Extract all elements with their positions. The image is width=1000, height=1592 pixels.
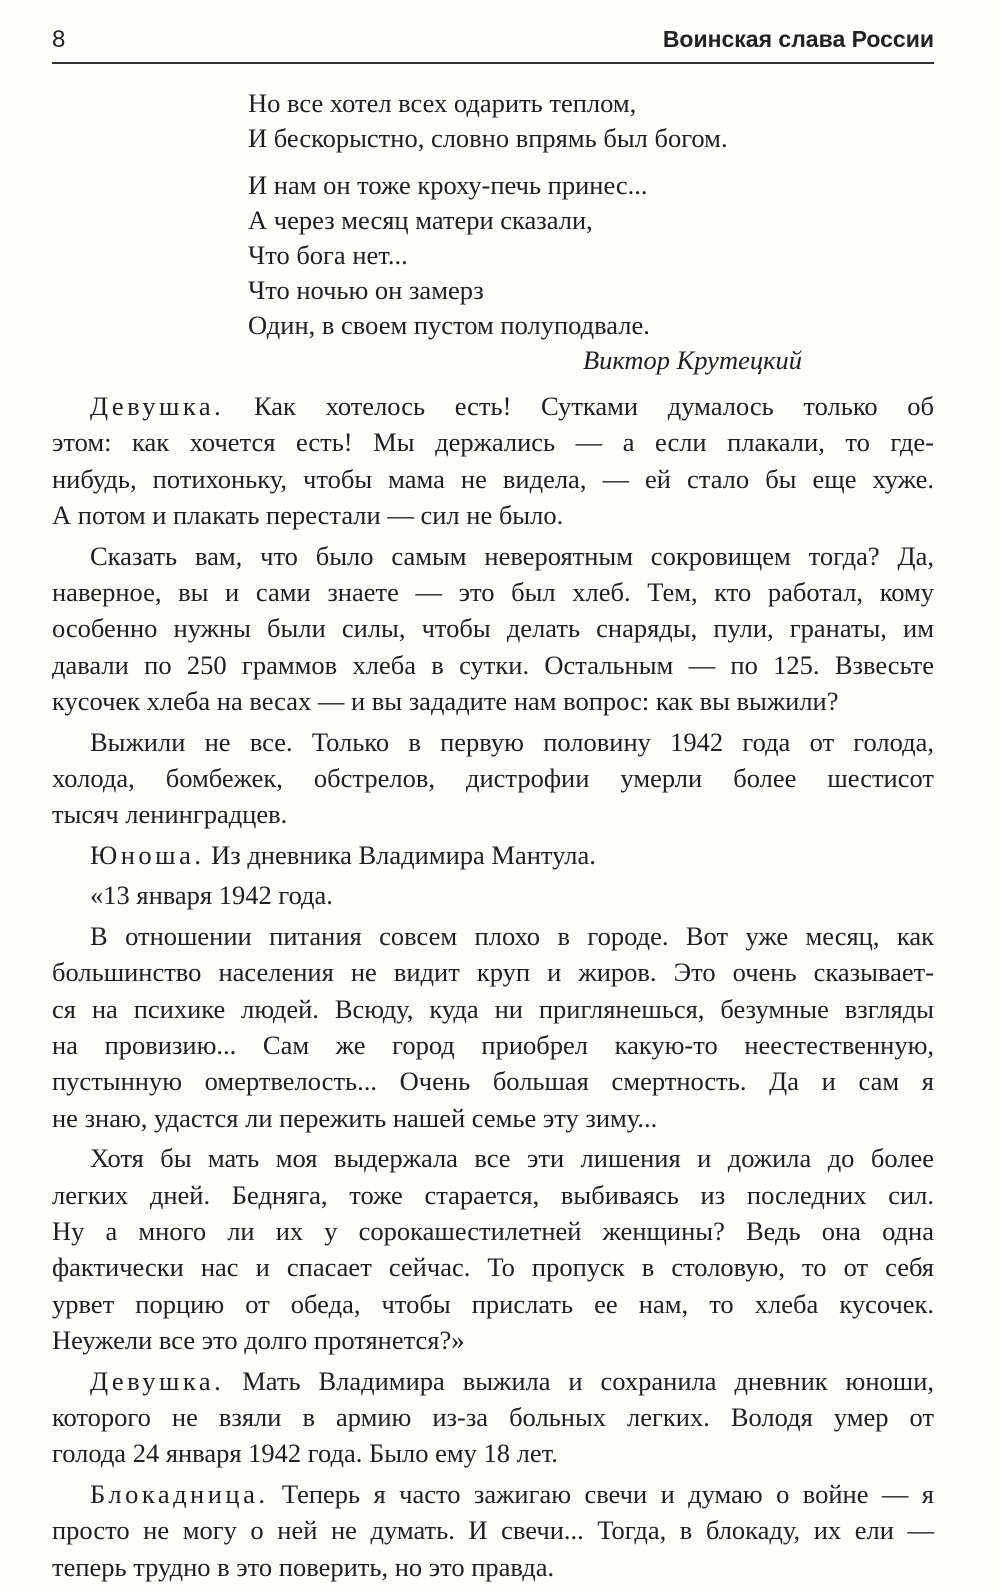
text-line [52,1213,934,1249]
text-line [52,574,934,610]
text-line [52,1399,934,1435]
paragraph [52,1476,934,1585]
line-text: наверное, вы и сами знаете — это был хлеб. Тем, кто работал, кому [52,577,934,608]
paragraph [52,837,934,873]
text-line [52,1027,934,1063]
poem-line: И бескорыстно, словно впрямь был богом. [248,123,728,153]
page-number: 8 [52,26,66,53]
text-line [52,461,934,497]
line-text: нибудь, потихоньку, чтобы мама не видела, — ей стало бы еще хуже. [52,463,934,494]
text-line [52,1549,934,1585]
line-text: Сказать вам, что было самым невероятным сокровищем тогда? Да, [90,540,934,571]
line-text: тысяч ленинградцев. [52,799,288,830]
line-text: этом: как хочется есть! Мы держались — а если плакали, то где- [52,427,934,458]
text-line [52,1286,934,1322]
paragraph [52,1363,934,1472]
line-text: давали по 250 граммов хлеба в сутки. Остальным — по 125. Взвесьте [52,649,934,680]
text-line [52,1063,934,1099]
line-text: пустынную омертвелость... Очень большая смертность. Да и сам я [52,1066,934,1097]
text-line [52,760,934,796]
text-line [52,837,934,873]
poem-line: Что бога нет... [248,240,408,270]
poem-line: А через месяц матери сказали, [248,205,593,235]
text-line [52,1140,934,1176]
poem-stanza [248,86,848,156]
line-text: просто не могу о ней не думать. И свечи... Тогда, в блокаду, их ели — [52,1515,934,1546]
line-text: урвет порцию от обеда, чтобы прислать ее нам, то хлеба кусочек. [52,1288,934,1319]
line-text: особенно нужны были силы, чтобы делать снаряды, пули, гранаты, им [52,613,934,644]
speaker-name: Девушка. [90,391,225,421]
line-text: фактически нас и спасает сейчас. То пропуск в столовую, то от себя [52,1252,934,1283]
line-text: Как хотелось есть! Сутками думалось только об [224,391,934,421]
line-text: Из дневника Владимира Мантула. [204,839,596,870]
prose-body [52,388,934,1589]
text-line [52,1435,934,1471]
text-line [52,1476,934,1512]
line-text: Неужели все это долго протянется?» [52,1325,465,1356]
speaker-name: Юноша. [90,839,205,870]
poem-line: И нам он тоже кроху-печь принес... [248,170,648,200]
line-text: В отношении питания совсем плохо в городе. Вот уже месяц, как [90,920,934,951]
line-text: холода, бомбежек, обстрелов, дистрофии умерли более шестисот [52,763,934,794]
line-text: Ну а много ли их у сорокашестилетней женщины? Ведь она одна [52,1215,934,1246]
text-line [52,918,934,954]
line-text: ся на психике людей. Всюду, куда ни приглянешься, безумные взгляды [52,993,934,1024]
line-text: Теперь я часто зажигаю свечи и думаю о войне — я [268,1478,934,1509]
text-line [52,538,934,574]
line-text: А потом и плакать перестали — сил не было. [52,500,564,531]
text-line [52,1322,934,1358]
poem-line: Что ночью он замерз [248,275,484,305]
speaker-name: Девушка. [90,1365,225,1396]
text-line [52,724,934,760]
text-line [52,1177,934,1213]
line-text: легких дней. Бедняга, тоже старается, выбиваясь из последних сил. [52,1179,934,1210]
text-line [52,683,934,719]
line-text: Выжили не все. Только в первую половину 1942 года от голода, [90,726,934,757]
poem-stanza [248,168,848,378]
text-line [52,1249,934,1285]
line-text: голода 24 января 1942 года. Было ему 18 лет. [52,1438,558,1469]
speaker-name: Блокадница. [90,1478,269,1509]
poem-line: Но все хотел всех одарить теплом, [248,88,637,118]
text-line [52,610,934,646]
line-text: на провизию... Сам же город приобрел какую-то неестественную, [52,1029,934,1060]
text-line [52,1363,934,1399]
text-line [52,954,934,990]
text-line [52,877,934,913]
text-line [52,796,934,832]
paragraph [52,538,934,720]
line-text: Хотя бы мать моя выдержала все эти лишения и дожила до более [90,1143,934,1174]
paragraph [52,724,934,833]
poem-line: Один, в своем пустом полуподвале. [248,310,650,340]
text-line [52,647,934,683]
line-text: которого не взяли в армию из-за больных легких. Володя умер от [52,1401,934,1432]
page-header [52,22,934,62]
running-title: Воинская слава России [662,26,934,52]
line-text: «13 января 1942 года. [90,880,333,911]
text-line [52,388,934,424]
header-rule [52,62,934,64]
line-text: теперь трудно в это поверить, но это правда. [52,1551,555,1582]
line-text: не знаю, удастся ли пережить нашей семье эту зиму... [52,1102,658,1133]
text-line [52,497,934,533]
text-line [52,1512,934,1548]
text-line [52,424,934,460]
line-text: большинство населения не видит круп и жиров. Это очень сказывает- [52,957,934,988]
line-text: кусочек хлеба на весах — и вы зададите нам вопрос: как вы выжили? [52,686,839,717]
poem-author: Виктор Крутецкий [582,345,802,375]
paragraph [52,877,934,913]
text-line [52,991,934,1027]
poem [248,86,848,378]
text-line [52,1100,934,1136]
line-text: Мать Владимира выжила и сохранила дневник юноши, [224,1365,934,1396]
paragraph [52,918,934,1136]
paragraph [52,1140,934,1358]
paragraph [52,388,934,534]
